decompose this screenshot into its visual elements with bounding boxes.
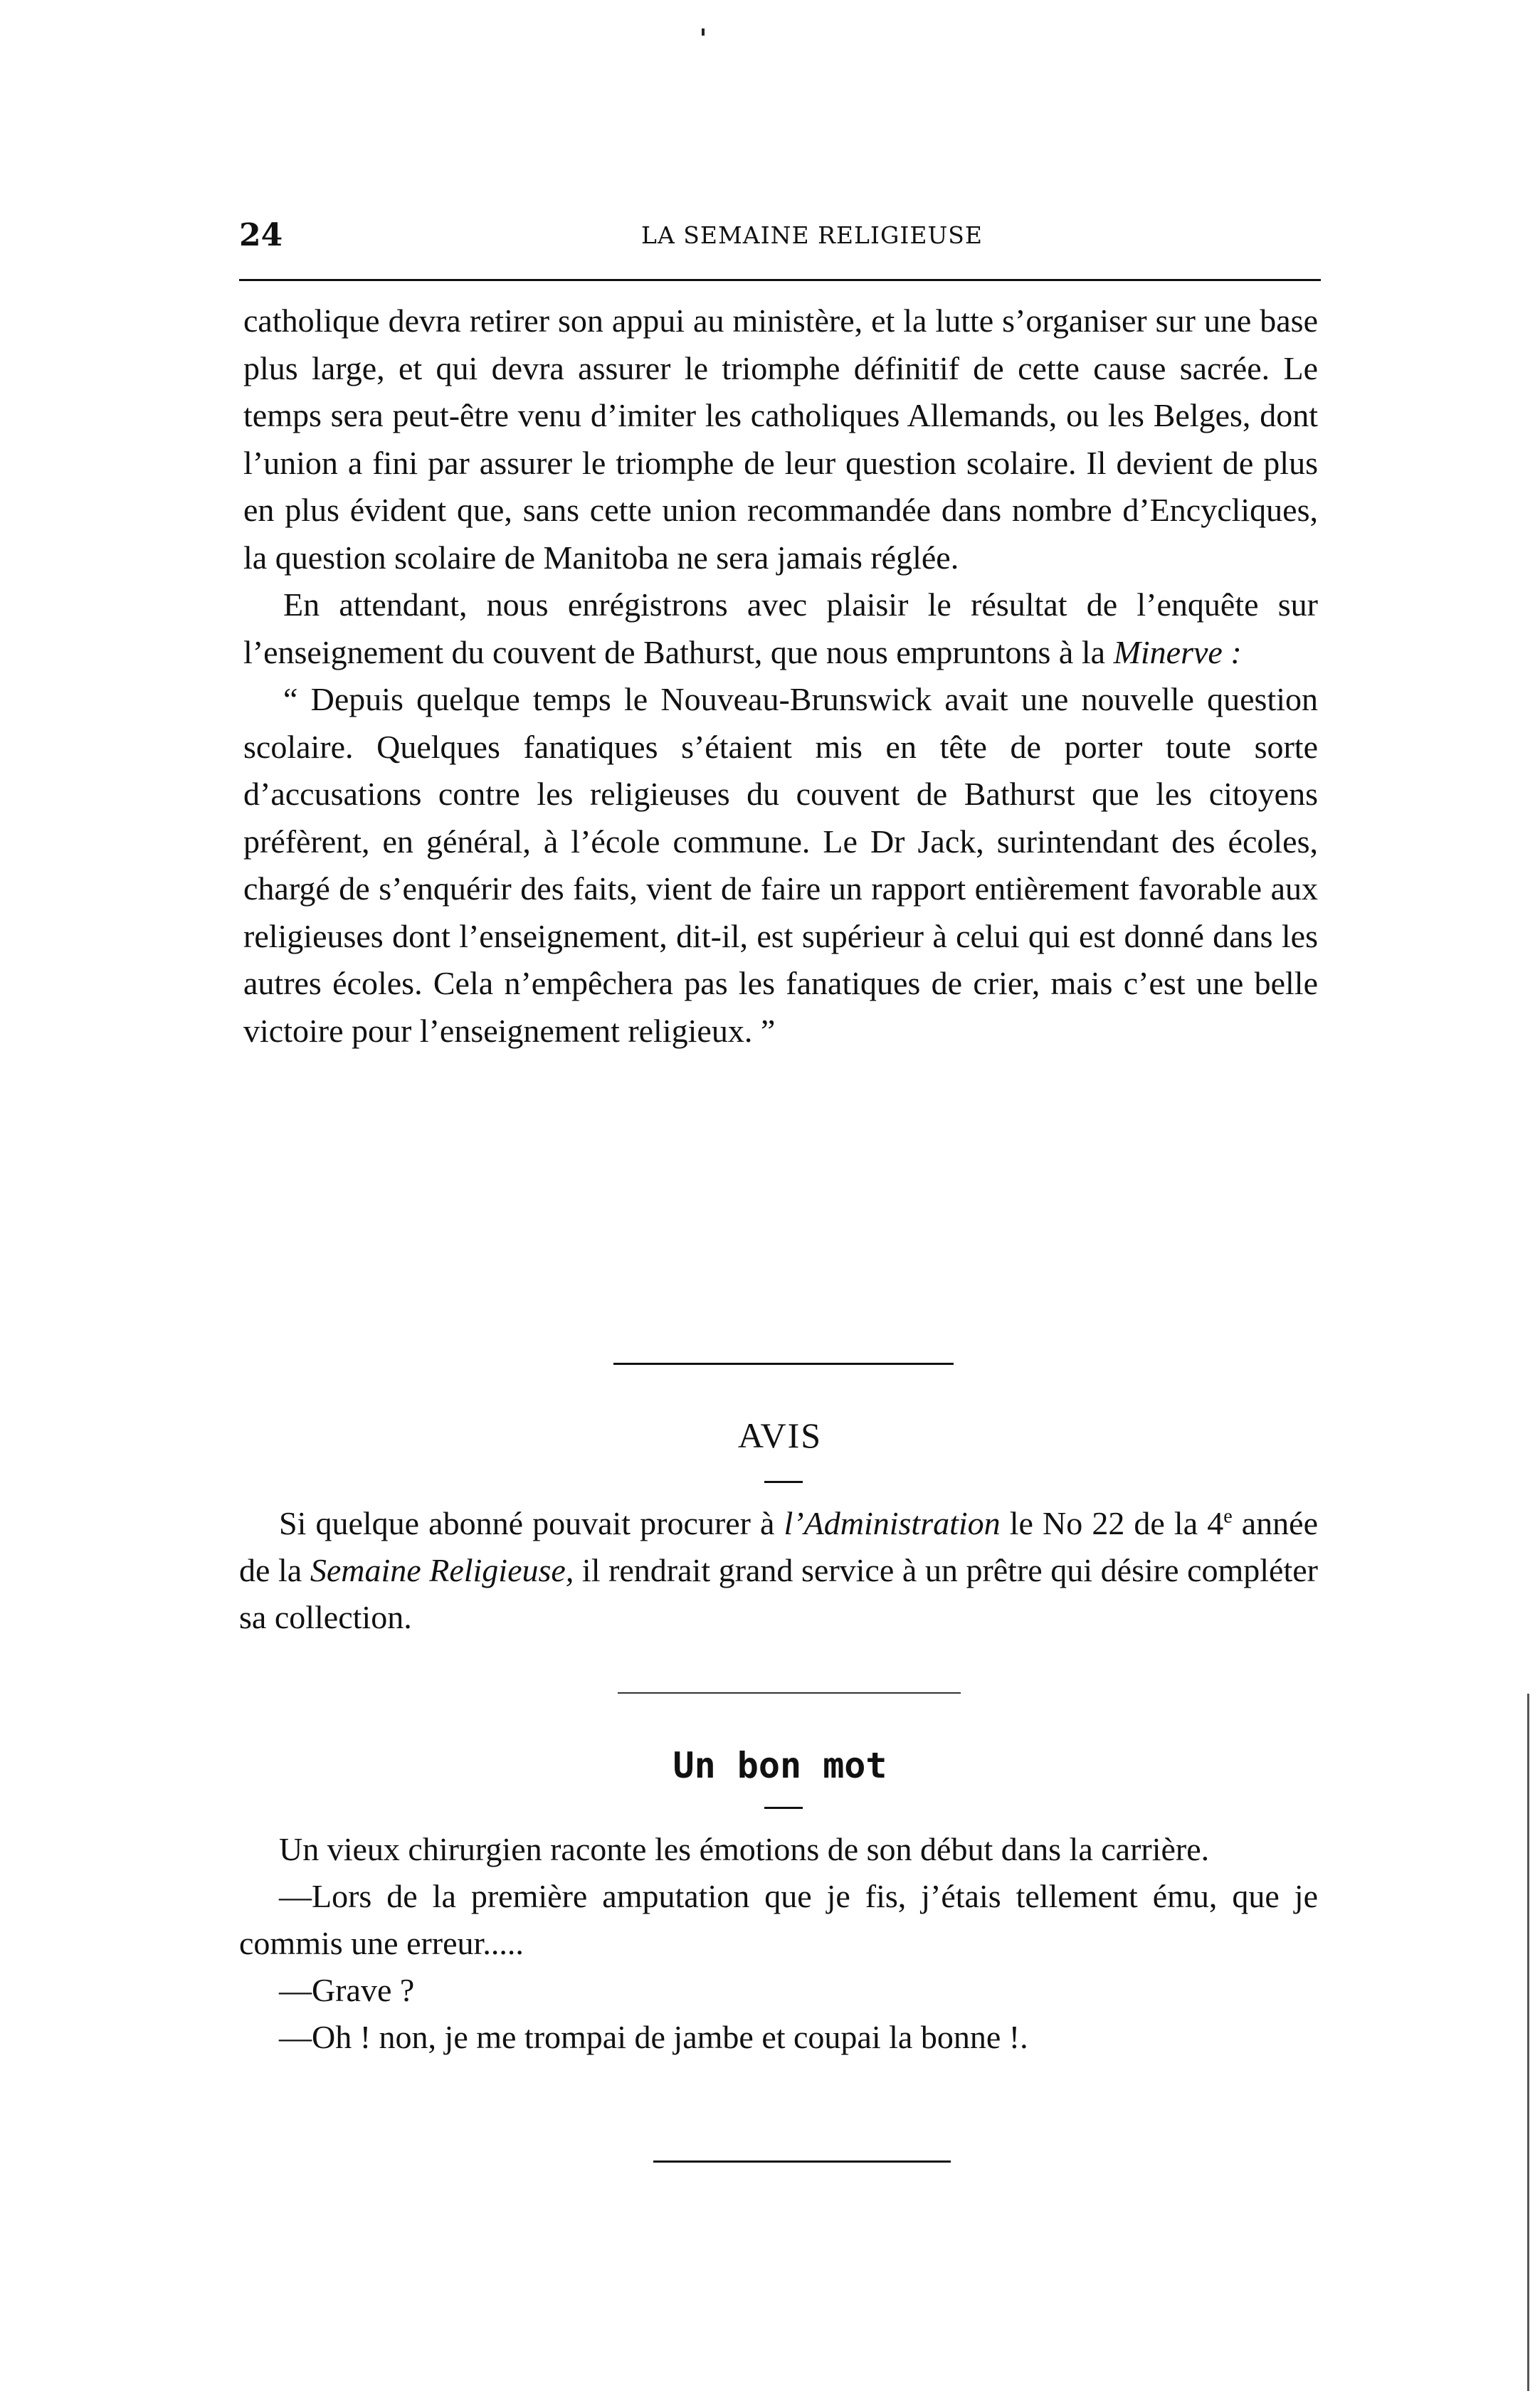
paragraph-2-text: En attendant, nous enrégistrons avec plaisir le résultat de l’enquête sur l’enseignement du couvent de Bathurst, que nous empruntons à la xyxy=(243,586,1318,670)
minerve-italic: Minerve : xyxy=(1113,633,1242,670)
bon-mot-line: Un vieux chirurgien raconte les émotions de son début dans la carrière. xyxy=(279,1831,1210,1867)
avis-superscript: e xyxy=(1223,1505,1233,1528)
scan-speck xyxy=(702,28,705,36)
section-divider xyxy=(613,1363,954,1365)
header-rule xyxy=(239,279,1321,281)
avis-text-2: le No 22 de la 4 xyxy=(1009,1505,1224,1541)
avis-text-4: il rendrait grand service à un prêtre qui désire compléter sa collection. xyxy=(239,1552,1318,1635)
article-body xyxy=(243,297,1318,1055)
avis-body xyxy=(239,1500,1318,1641)
avis-text-3: année de la xyxy=(239,1505,1319,1588)
heading-dash xyxy=(764,1807,803,1809)
bon-mot-line: —Grave ? xyxy=(279,1972,415,2008)
paragraph-2 xyxy=(243,581,1318,676)
avis-text-1: Si quelque abonné pouvait procurer à xyxy=(279,1505,775,1541)
bon-mot-line: —Lors de la première amputation que je fis, j’étais tellement ému, que je commis une erreur..... xyxy=(239,1878,1318,1961)
avis-heading: AVIS xyxy=(737,1415,823,1455)
paragraph-3-quote: “ Depuis quelque temps le Nouveau-Brunswick avait une nouvelle question scolaire. Quelques fanatiques s’étaient mis en tête de porter toute sorte d’accusations contre les religieuses du couvent de Bathurst que les citoyens préfèrent, en général, à l’école commune. Le Dr Jack, surintendant des écoles, chargé de s’enquérir des faits, vient de faire un rapport entièrement favorable aux religieuses dont l’enseignement, dit-il, est supérieur à celui qui est donné dans les autres écoles. Cela n’empêchera pas les fanatiques de crier, mais c’est une belle victoire pour l’enseignement religieux. ” xyxy=(243,681,1318,1049)
paragraph-1: catholique devra retirer son appui au ministère, et la lutte s’organiser sur une base plus large, et qui devra assurer le triomphe définitif de cette cause sacrée. Le temps sera peut-être venu d’imiter les catholiques Allemands, ou les Belges, dont l’union a fini par assurer le triomphe de leur question scolaire. Il devient de plus en plus évident que, sans cette union recommandée dans nombre d’Encycliques, la question scolaire de Manitoba ne sera jamais réglée. xyxy=(243,302,1318,576)
avis-semaine-religieuse: Semaine Religieuse, xyxy=(310,1552,574,1588)
avis-administration: l’Administration xyxy=(784,1505,1001,1541)
bon-mot-body xyxy=(239,1826,1318,2061)
section-divider xyxy=(618,1692,961,1694)
bon-mot-heading: Un bon mot xyxy=(673,1745,887,1786)
running-title: LA SEMAINE RELIGIEUSE xyxy=(641,221,983,249)
page-header xyxy=(239,217,1321,260)
avis-paragraph xyxy=(239,1500,1318,1641)
end-rule xyxy=(653,2160,951,2163)
page-number: 24 xyxy=(239,217,283,253)
heading-dash xyxy=(764,1481,803,1483)
bon-mot-line: —Oh ! non, je me trompai de jambe et coupai la bonne !. xyxy=(279,2019,1028,2055)
scan-edge-mark xyxy=(1527,1694,1529,2391)
